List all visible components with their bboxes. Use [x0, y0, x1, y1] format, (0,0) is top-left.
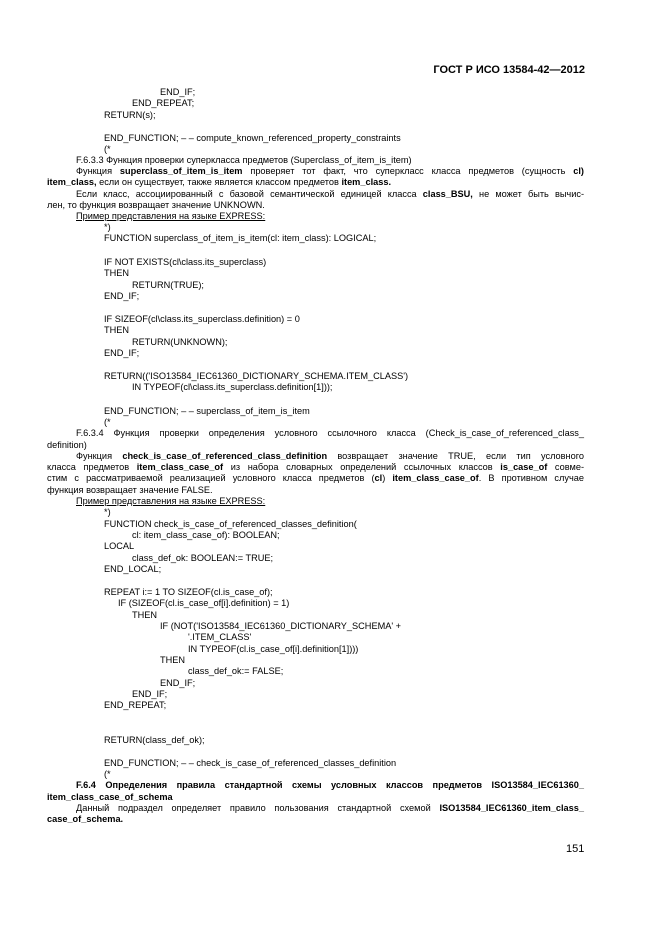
code-line: IF SIZEOF(cl\class.its_superclass.definition) = 0	[104, 314, 300, 324]
code-line: END_IF;	[160, 678, 196, 688]
page-number: 151	[566, 843, 585, 855]
code-line: REPEAT i:= 1 TO SIZEOF(cl.is_case_of);	[104, 587, 273, 597]
code-line: (*	[104, 417, 111, 427]
code-line: RETURN(UNKNOWN);	[132, 337, 228, 347]
code-line: class_def_ok:= FALSE;	[188, 666, 284, 676]
document-header: ГОСТ Р ИСО 13584-42—2012	[433, 64, 585, 76]
code-line: THEN	[132, 610, 158, 620]
code-line: (*	[104, 144, 111, 154]
code-line: END_LOCAL;	[104, 564, 162, 574]
paragraph-line: Данный подраздел определяет правило пользования стандартной схемой ISO13584_IEC61360_item_class_	[76, 803, 584, 813]
code-line: END_REPEAT;	[104, 700, 167, 710]
code-line: *)	[104, 507, 111, 517]
paragraph-line: стим с рассматриваемой реализацией условного класса предметов (cl) item_class_case_of. В противном случае	[47, 473, 584, 483]
section-heading-f633: F.6.3.3 Функция проверки суперкласса предметов (Superclass_of_item_is_item)	[76, 155, 412, 165]
code-line: RETURN(class_def_ok);	[104, 735, 205, 745]
code-line: END_IF;	[160, 87, 196, 97]
code-line: THEN	[104, 268, 130, 278]
code-line: END_IF;	[104, 348, 140, 358]
paragraph-line: item_class, если он существует, также является классом предметов item_class.	[47, 177, 391, 187]
code-line: END_FUNCTION; – – superclass_of_item_is_item	[104, 406, 310, 416]
paragraph-line: Функция check_is_case_of_referenced_class_definition возвращает значение TRUE, если тип условного	[76, 451, 584, 461]
example-heading: Пример представления на языке EXPRESS:	[76, 211, 266, 221]
code-line: IF NOT EXISTS(cl\class.its_superclass)	[104, 257, 267, 267]
paragraph-line: класса предметов item_class_case_of из набора словарных определений ссылочных классов is_case_of совме-	[47, 462, 585, 472]
section-heading-f634-cont: definition)	[47, 440, 87, 450]
code-line: END_REPEAT;	[132, 98, 195, 108]
code-line: FUNCTION superclass_of_item_is_item(cl: item_class): LOGICAL;	[104, 233, 377, 243]
paragraph-line: Функция superclass_of_item_is_item проверяет тот факт, что суперкласс класса предметов (сущность cl)	[76, 166, 584, 176]
code-line: LOCAL	[104, 541, 135, 551]
code-line: RETURN(s);	[104, 110, 156, 120]
code-line: THEN	[160, 655, 186, 665]
code-line: IF (SIZEOF(cl.is_case_of[i].definition) = 1)	[118, 598, 290, 608]
code-line: END_FUNCTION; – – check_is_case_of_referenced_classes_definition	[104, 758, 397, 768]
code-line: END_FUNCTION; – – compute_known_referenced_property_constraints	[104, 133, 401, 143]
paragraph-line: функция возвращает значение FALSE.	[47, 485, 213, 495]
paragraph-line: case_of_schema.	[47, 814, 124, 824]
code-line: IN TYPEOF(cl\class.its_superclass.definition[1]));	[132, 382, 333, 392]
code-line: END_IF;	[132, 689, 168, 699]
code-line: *)	[104, 222, 111, 232]
paragraph-line: лен, то функция возвращает значение UNKNOWN.	[47, 200, 265, 210]
code-line: RETURN(('ISO13584_IEC61360_DICTIONARY_SCHEMA.ITEM_CLASS')	[104, 371, 409, 381]
paragraph-line: Если класс, ассоциированный с базовой семантической единицей класса class_BSU, не может быть вычис-	[76, 189, 585, 199]
example-heading: Пример представления на языке EXPRESS:	[76, 496, 266, 506]
code-line: class_def_ok: BOOLEAN:= TRUE;	[132, 553, 274, 563]
code-line: RETURN(TRUE);	[132, 280, 204, 290]
code-line: END_IF;	[104, 291, 140, 301]
code-line: cl: item_class_case_of): BOOLEAN;	[132, 530, 280, 540]
code-line: '.ITEM_CLASS'	[188, 632, 252, 642]
code-line: IF (NOT('ISO13584_IEC61360_DICTIONARY_SCHEMA' +	[160, 621, 402, 631]
section-heading-f64: F.6.4 Определения правила стандартной схемы условных классов предметов ISO13584_IEC61360_	[76, 780, 584, 790]
section-heading-f64-cont: item_class_case_of_schema	[47, 792, 173, 802]
code-line: THEN	[104, 325, 130, 335]
code-line: FUNCTION check_is_case_of_referenced_classes_definition(	[104, 519, 357, 529]
section-heading-f634: F.6.3.4 Функция проверки определения условного ссылочного класса (Check_is_case_of_referenced_class_	[76, 428, 584, 438]
code-line: IN TYPEOF(cl.is_case_of[i].definition[1])))	[188, 644, 359, 654]
code-line: (*	[104, 769, 111, 779]
